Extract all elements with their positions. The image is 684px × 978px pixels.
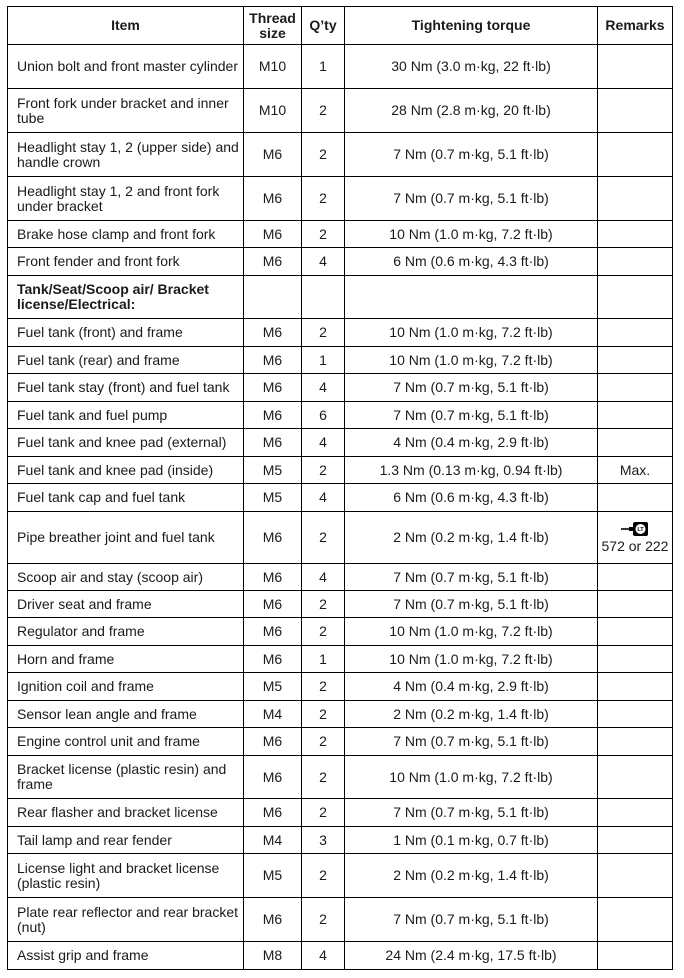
item-cell: Regulator and frame xyxy=(8,618,244,646)
torque-cell: 7 Nm (0.7 m·kg, 5.1 ft·lb) xyxy=(345,564,598,591)
quantity-cell: 1 xyxy=(302,646,345,673)
torque-cell: 7 Nm (0.7 m·kg, 5.1 ft·lb) xyxy=(345,799,598,827)
thread-size-cell: M5 xyxy=(244,457,302,484)
section-heading-row xyxy=(8,276,673,319)
quantity-cell: 2 xyxy=(302,591,345,618)
header-remarks: Remarks xyxy=(598,7,673,45)
remarks-cell xyxy=(598,756,673,799)
torque-cell: 7 Nm (0.7 m·kg, 5.1 ft·lb) xyxy=(345,133,598,177)
remarks-cell xyxy=(598,429,673,457)
thread-size-cell: M6 xyxy=(244,402,302,429)
item-cell: Fuel tank and knee pad (external) xyxy=(8,429,244,457)
remarks-cell xyxy=(598,618,673,646)
table-row xyxy=(8,646,673,673)
thread-size-cell: M5 xyxy=(244,484,302,512)
thread-size-cell: M6 xyxy=(244,799,302,827)
table-row xyxy=(8,133,673,177)
quantity-cell: 3 xyxy=(302,827,345,854)
thread-size-cell: M5 xyxy=(244,854,302,898)
remarks-cell xyxy=(598,221,673,248)
thread-size-cell: M8 xyxy=(244,942,302,970)
quantity-cell: 2 xyxy=(302,319,345,347)
item-cell: Engine control unit and frame xyxy=(8,728,244,756)
quantity-cell: 4 xyxy=(302,484,345,512)
torque-cell: 10 Nm (1.0 m·kg, 7.2 ft·lb) xyxy=(345,756,598,799)
remarks-cell xyxy=(598,402,673,429)
quantity-cell: 4 xyxy=(302,374,345,402)
remarks-cell xyxy=(598,512,673,564)
table-row xyxy=(8,429,673,457)
remarks-cell xyxy=(598,701,673,728)
table-row xyxy=(8,347,673,374)
torque-cell: 7 Nm (0.7 m·kg, 5.1 ft·lb) xyxy=(345,898,598,942)
item-cell: Sensor lean angle and frame xyxy=(8,701,244,728)
torque-cell: 2 Nm (0.2 m·kg, 1.4 ft·lb) xyxy=(345,512,598,564)
item-cell: Bracket license (plastic resin) and frame xyxy=(8,756,244,799)
torque-cell: 4 Nm (0.4 m·kg, 2.9 ft·lb) xyxy=(345,429,598,457)
thread-size-cell: M6 xyxy=(244,347,302,374)
thread-size-cell: M6 xyxy=(244,374,302,402)
thread-size-cell: M4 xyxy=(244,701,302,728)
torque-cell: 7 Nm (0.7 m·kg, 5.1 ft·lb) xyxy=(345,402,598,429)
thread-size-cell: M10 xyxy=(244,89,302,133)
remarks-cell xyxy=(598,374,673,402)
remarks-cell xyxy=(598,484,673,512)
table-row xyxy=(8,854,673,898)
item-cell: Driver seat and frame xyxy=(8,591,244,618)
torque-cell: 30 Nm (3.0 m·kg, 22 ft·lb) xyxy=(345,45,598,89)
table-row xyxy=(8,45,673,89)
quantity-cell: 4 xyxy=(302,429,345,457)
quantity-cell: 2 xyxy=(302,728,345,756)
torque-cell: 10 Nm (1.0 m·kg, 7.2 ft·lb) xyxy=(345,618,598,646)
torque-cell: 1 Nm (0.1 m·kg, 0.7 ft·lb) xyxy=(345,827,598,854)
torque-specification-table xyxy=(7,6,673,970)
thread-size-cell: M6 xyxy=(244,898,302,942)
torque-cell: 2 Nm (0.2 m·kg, 1.4 ft·lb) xyxy=(345,701,598,728)
remarks-cell xyxy=(598,347,673,374)
quantity-cell: 2 xyxy=(302,756,345,799)
torque-cell: 10 Nm (1.0 m·kg, 7.2 ft·lb) xyxy=(345,221,598,248)
remarks-cell xyxy=(598,898,673,942)
item-cell: Fuel tank and knee pad (inside) xyxy=(8,457,244,484)
item-cell: Fuel tank (rear) and frame xyxy=(8,347,244,374)
table-row xyxy=(8,457,673,484)
torque-cell: 6 Nm (0.6 m·kg, 4.3 ft·lb) xyxy=(345,248,598,276)
torque-cell: 7 Nm (0.7 m·kg, 5.1 ft·lb) xyxy=(345,591,598,618)
header-tightening-torque: Tightening torque xyxy=(345,7,598,45)
quantity-cell: 2 xyxy=(302,898,345,942)
table-row xyxy=(8,221,673,248)
thread-size-cell: M6 xyxy=(244,248,302,276)
remarks-cell xyxy=(598,728,673,756)
locking-agent-symbol-letter: LT xyxy=(637,527,644,533)
thread-size-cell: M6 xyxy=(244,429,302,457)
remarks-cell xyxy=(598,673,673,701)
item-cell: Tank/Seat/Scoop air/ Bracket license/Electrical: xyxy=(8,276,244,319)
quantity-cell: 4 xyxy=(302,564,345,591)
torque-cell: 10 Nm (1.0 m·kg, 7.2 ft·lb) xyxy=(345,319,598,347)
table-row xyxy=(8,728,673,756)
torque-cell: 28 Nm (2.8 m·kg, 20 ft·lb) xyxy=(345,89,598,133)
remarks-cell xyxy=(598,45,673,89)
torque-cell: 4 Nm (0.4 m·kg, 2.9 ft·lb) xyxy=(345,673,598,701)
quantity-cell: 2 xyxy=(302,618,345,646)
quantity-cell: 2 xyxy=(302,133,345,177)
quantity-cell: 2 xyxy=(302,221,345,248)
table-row xyxy=(8,673,673,701)
quantity-cell: 4 xyxy=(302,248,345,276)
remarks-cell: Max. xyxy=(598,457,673,484)
item-cell: Union bolt and front master cylinder xyxy=(8,45,244,89)
torque-cell: 6 Nm (0.6 m·kg, 4.3 ft·lb) xyxy=(345,484,598,512)
remarks-cell xyxy=(598,646,673,673)
item-cell: Fuel tank (front) and frame xyxy=(8,319,244,347)
remarks-cell xyxy=(598,591,673,618)
remarks-cell xyxy=(598,854,673,898)
table-row xyxy=(8,827,673,854)
locking-agent-icon xyxy=(620,521,650,537)
quantity-cell: 2 xyxy=(302,89,345,133)
table-row xyxy=(8,564,673,591)
thread-size-cell: M6 xyxy=(244,564,302,591)
remarks-cell xyxy=(598,177,673,221)
remarks-cell xyxy=(598,276,673,319)
quantity-cell: 2 xyxy=(302,177,345,221)
quantity-cell: 2 xyxy=(302,512,345,564)
item-cell: Rear flasher and bracket license xyxy=(8,799,244,827)
thread-size-cell: M6 xyxy=(244,756,302,799)
table-row xyxy=(8,756,673,799)
table-row xyxy=(8,799,673,827)
thread-size-cell: M10 xyxy=(244,45,302,89)
header-thread-size: Thread size xyxy=(244,7,302,45)
remarks-cell xyxy=(598,827,673,854)
table-row xyxy=(8,512,673,564)
thread-size-cell: M6 xyxy=(244,177,302,221)
thread-size-cell: M6 xyxy=(244,133,302,177)
table-row xyxy=(8,248,673,276)
table-row xyxy=(8,701,673,728)
thread-size-cell xyxy=(244,276,302,319)
torque-cell: 1.3 Nm (0.13 m·kg, 0.94 ft·lb) xyxy=(345,457,598,484)
table-row xyxy=(8,402,673,429)
thread-size-cell: M6 xyxy=(244,618,302,646)
table-row xyxy=(8,591,673,618)
torque-cell: 10 Nm (1.0 m·kg, 7.2 ft·lb) xyxy=(345,347,598,374)
quantity-cell: 2 xyxy=(302,701,345,728)
quantity-cell: 1 xyxy=(302,45,345,89)
torque-cell: 24 Nm (2.4 m·kg, 17.5 ft·lb) xyxy=(345,942,598,970)
thread-size-cell: M6 xyxy=(244,646,302,673)
torque-cell: 7 Nm (0.7 m·kg, 5.1 ft·lb) xyxy=(345,177,598,221)
item-cell: Front fork under bracket and inner tube xyxy=(8,89,244,133)
torque-cell xyxy=(345,276,598,319)
item-cell: License light and bracket license (plastic resin) xyxy=(8,854,244,898)
quantity-cell: 1 xyxy=(302,347,345,374)
quantity-cell: 2 xyxy=(302,673,345,701)
item-cell: Headlight stay 1, 2 (upper side) and handle crown xyxy=(8,133,244,177)
item-cell: Fuel tank cap and fuel tank xyxy=(8,484,244,512)
thread-size-cell: M4 xyxy=(244,827,302,854)
quantity-cell: 2 xyxy=(302,854,345,898)
item-cell: Pipe breather joint and fuel tank xyxy=(8,512,244,564)
item-cell: Front fender and front fork xyxy=(8,248,244,276)
item-cell: Plate rear reflector and rear bracket (nut) xyxy=(8,898,244,942)
remarks-cell xyxy=(598,564,673,591)
item-cell: Fuel tank and fuel pump xyxy=(8,402,244,429)
item-cell: Tail lamp and rear fender xyxy=(8,827,244,854)
header-quantity: Q’ty xyxy=(302,7,345,45)
thread-size-cell: M6 xyxy=(244,319,302,347)
thread-size-cell: M6 xyxy=(244,591,302,618)
remarks-cell xyxy=(598,89,673,133)
table-header-row xyxy=(8,7,673,45)
item-cell: Assist grip and frame xyxy=(8,942,244,970)
table-row xyxy=(8,89,673,133)
table-row xyxy=(8,374,673,402)
table-row xyxy=(8,177,673,221)
header-item: Item xyxy=(8,7,244,45)
quantity-cell xyxy=(302,276,345,319)
remarks-cell xyxy=(598,248,673,276)
remarks-cell xyxy=(598,133,673,177)
quantity-cell: 4 xyxy=(302,942,345,970)
torque-cell: 2 Nm (0.2 m·kg, 1.4 ft·lb) xyxy=(345,854,598,898)
table-row xyxy=(8,942,673,970)
torque-cell: 7 Nm (0.7 m·kg, 5.1 ft·lb) xyxy=(345,374,598,402)
table-row xyxy=(8,898,673,942)
thread-size-cell: M5 xyxy=(244,673,302,701)
item-cell: Ignition coil and frame xyxy=(8,673,244,701)
remarks-text: 572 or 222 xyxy=(601,538,669,554)
table-row xyxy=(8,484,673,512)
thread-size-cell: M6 xyxy=(244,728,302,756)
torque-cell: 10 Nm (1.0 m·kg, 7.2 ft·lb) xyxy=(345,646,598,673)
item-cell: Fuel tank stay (front) and fuel tank xyxy=(8,374,244,402)
thread-size-cell: M6 xyxy=(244,512,302,564)
remarks-cell xyxy=(598,799,673,827)
item-cell: Brake hose clamp and front fork xyxy=(8,221,244,248)
quantity-cell: 2 xyxy=(302,799,345,827)
thread-size-cell: M6 xyxy=(244,221,302,248)
quantity-cell: 6 xyxy=(302,402,345,429)
torque-cell: 7 Nm (0.7 m·kg, 5.1 ft·lb) xyxy=(345,728,598,756)
item-cell: Headlight stay 1, 2 and front fork under bracket xyxy=(8,177,244,221)
item-cell: Scoop air and stay (scoop air) xyxy=(8,564,244,591)
table-row xyxy=(8,618,673,646)
remarks-cell xyxy=(598,319,673,347)
table-row xyxy=(8,319,673,347)
quantity-cell: 2 xyxy=(302,457,345,484)
remarks-cell xyxy=(598,942,673,970)
item-cell: Horn and frame xyxy=(8,646,244,673)
